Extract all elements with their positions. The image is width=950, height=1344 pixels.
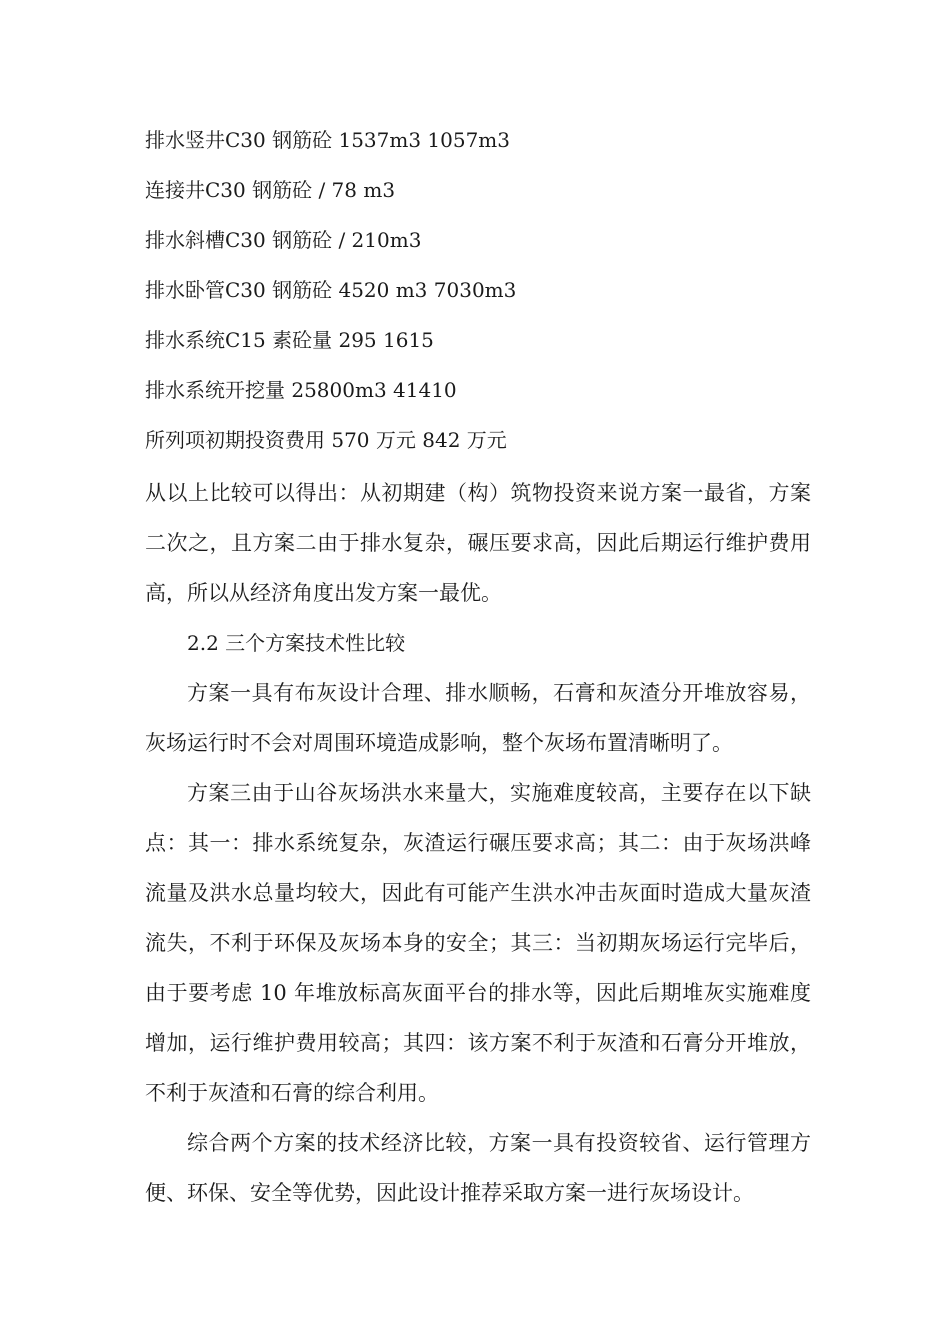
cost-item-horizontal-pipe: 排水卧管C30 钢筋砼 4520 m3 7030m3 [145,278,517,302]
cost-comparison-list [145,120,825,470]
cost-item-initial-investment: 所列项初期投资费用 570 万元 842 万元 [145,428,507,452]
section-heading: 2.2 三个方案技术性比较 [187,631,406,655]
cost-item-connecting-well: 连接井C30 钢筋砼 / 78 m3 [145,178,396,202]
body-text [145,468,811,1218]
scheme-three-paragraph: 方案三由于山谷灰场洪水来量大，实施难度较高，主要存在以下缺点：其一：排水系统复杂，灰渣运行碾压要求高；其二：由于灰场洪峰流量及洪水总量均较大，因此有可能产生洪水冲击灰面时造成大量灰渣流失，不利于环保及灰场本身的安全；其三：当初期灰场运行完毕后，由于要考虑 10 年堆放标高灰面平台的排水等，因此后期堆灰实施难度增加，运行维护费用较高；其四：该方案不利于灰渣和石膏分开堆放，不利于灰渣和石膏的综合利用。 [145,781,811,1105]
cost-item-plain-concrete: 排水系统C15 素砼量 295 1615 [145,328,434,352]
cost-item-shaft: 排水竖井C30 钢筋砼 1537m3 1057m3 [145,128,510,152]
scheme-one-paragraph: 方案一具有布灰设计合理、排水顺畅，石膏和灰渣分开堆放容易，灰场运行时不会对周围环境造成影响，整个灰场布置清晰明了。 [145,681,811,755]
economic-conclusion-paragraph: 从以上比较可以得出：从初期建（构）筑物投资来说方案一最省，方案二次之，且方案二由于排水复杂，碾压要求高，因此后期运行维护费用高，所以从经济角度出发方案一最优。 [145,481,811,605]
cost-item-excavation: 排水系统开挖量 25800m3 41410 [145,378,457,402]
recommendation-paragraph: 综合两个方案的技术经济比较，方案一具有投资较省、运行管理方便、环保、安全等优势，因此设计推荐采取方案一进行灰场设计。 [145,1131,811,1205]
cost-item-inclined-trough: 排水斜槽C30 钢筋砼 / 210m3 [145,228,422,252]
